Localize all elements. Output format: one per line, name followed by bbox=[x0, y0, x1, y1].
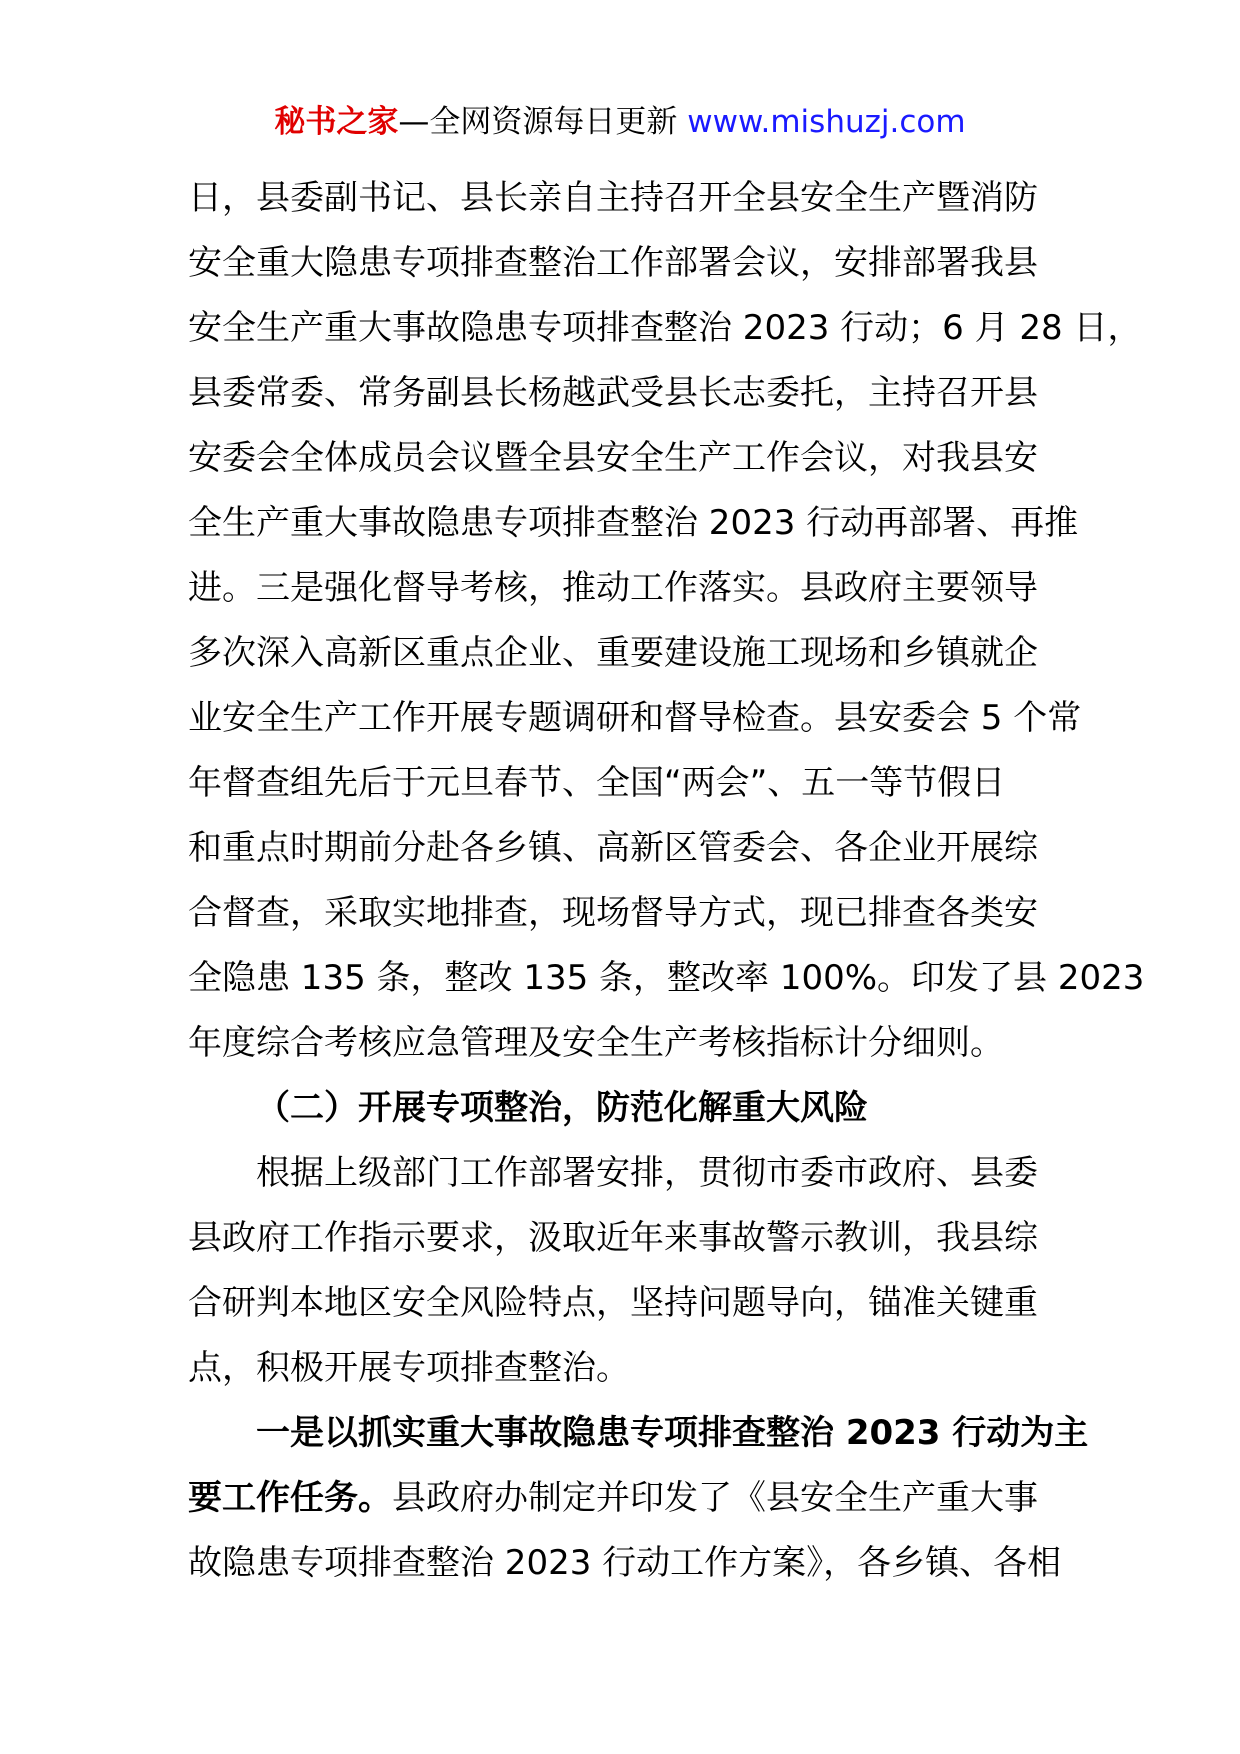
body-line: 安全重大隐患专项排查整治工作部署会议，安排部署我县 bbox=[188, 243, 1038, 283]
body-line: 多次深入高新区重点企业、重要建设施工现场和乡镇就企 bbox=[188, 633, 1038, 673]
document-body bbox=[188, 166, 1145, 1596]
body-line: 日，县委副书记、县长亲自主持召开全县安全生产暨消防 bbox=[188, 178, 1038, 218]
section-heading: （二）开展专项整治，防范化解重大风险 bbox=[256, 1088, 868, 1128]
body-line: 安全生产重大事故隐患专项排查整治 2023 行动；6 月 28 日， bbox=[188, 308, 1142, 348]
body-line: 年督查组先后于元旦春节、全国“两会”、五一等节假日 bbox=[188, 763, 1006, 803]
body-line: 根据上级部门工作部署安排，贯彻市委市政府、县委 bbox=[256, 1153, 1038, 1193]
body-line: 点，积极开展专项排查整治。 bbox=[188, 1348, 630, 1388]
body-text-run: 县政府办制定并印发了《县安全生产重大事 bbox=[392, 1478, 1038, 1518]
body-line: 全隐患 135 条，整改 135 条，整改率 100%。印发了县 2023 bbox=[188, 958, 1145, 998]
page-header bbox=[0, 100, 1240, 144]
body-line-bold: 一是以抓实重大事故隐患专项排查整治 2023 行动为主 bbox=[256, 1413, 1089, 1453]
body-line: 业安全生产工作开展专题调研和督导检查。县安委会 5 个常 bbox=[188, 698, 1082, 738]
header-tagline: —全网资源每日更新 bbox=[398, 104, 688, 140]
body-line: 和重点时期前分赴各乡镇、高新区管委会、各企业开展综 bbox=[188, 828, 1038, 868]
body-line bbox=[188, 1466, 1068, 1531]
body-line: 合研判本地区安全风险特点，坚持问题导向，锚准关键重 bbox=[188, 1283, 1038, 1323]
body-line: 进。三是强化督导考核，推动工作落实。县政府主要领导 bbox=[188, 568, 1038, 608]
body-line: 合督查，采取实地排查，现场督导方式，现已排查各类安 bbox=[188, 893, 1038, 933]
body-line: 县委常委、常务副县长杨越武受县长志委托，主持召开县 bbox=[188, 373, 1038, 413]
body-line: 县政府工作指示要求，汲取近年来事故警示教训，我县综 bbox=[188, 1218, 1038, 1258]
header-brand: 秘书之家 bbox=[274, 104, 399, 140]
body-line: 年度综合考核应急管理及安全生产考核指标计分细则。 bbox=[188, 1023, 1004, 1063]
body-line: 全生产重大事故隐患专项排查整治 2023 行动再部署、再推 bbox=[188, 503, 1079, 543]
bold-lead: 要工作任务。 bbox=[188, 1478, 392, 1518]
header-url[interactable]: www.mishuzj.com bbox=[687, 104, 966, 140]
body-line: 安委会全体成员会议暨全县安全生产工作会议，对我县安 bbox=[188, 438, 1038, 478]
body-line: 故隐患专项排查整治 2023 行动工作方案》，各乡镇、各相 bbox=[188, 1543, 1062, 1583]
